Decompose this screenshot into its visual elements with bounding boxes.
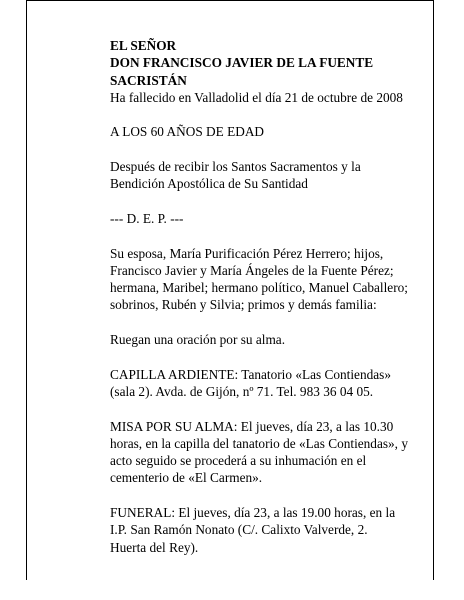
header-line-2: DON FRANCISCO JAVIER DE LA FUENTE bbox=[110, 55, 374, 71]
header-line-3: SACRISTÁN bbox=[110, 72, 187, 88]
chapel-line-1: CAPILLA ARDIENTE: Tanatorio «Las Contiendas» bbox=[110, 366, 391, 382]
funeral-line-1: FUNERAL: El jueves, día 23, a las 19.00 horas, en la bbox=[110, 505, 396, 521]
family-line-3: hermana, Maribel; hermano político, Manuel Caballero; bbox=[110, 280, 408, 296]
family-line-4: sobrinos, Rubén y Silvia; primos y demás familia: bbox=[110, 297, 377, 313]
obituary-text bbox=[110, 37, 430, 556]
chapel-line-2: (sala 2). Avda. de Gijón, nº 71. Tel. 983 36 04 05. bbox=[110, 383, 374, 399]
funeral-line-2: I.P. San Ramón Nonato (C/. Calixto Valverde, 2. bbox=[110, 522, 368, 538]
family-line-2: Francisco Javier y María Ángeles de la Fuente Pérez; bbox=[110, 262, 394, 278]
age-line: A LOS 60 AÑOS DE EDAD bbox=[110, 124, 265, 140]
mass-line-4: cementerio de «El Carmen». bbox=[110, 470, 263, 486]
deceased-line: Ha fallecido en Valladolid el día 21 de octubre de 2008 bbox=[110, 89, 403, 105]
sacraments-line-2: Bendición Apostólica de Su Santidad bbox=[110, 176, 308, 192]
prayer-line: Ruegan una oración por su alma. bbox=[110, 332, 286, 348]
dep-line: --- D. E. P. --- bbox=[110, 210, 184, 226]
sacraments-line-1: Después de recibir los Santos Sacramentos y la bbox=[110, 159, 361, 175]
mass-line-3: acto seguido se procederá a su inhumación en el bbox=[110, 453, 367, 469]
header-line-1: EL SEÑOR bbox=[110, 38, 177, 53]
family-line-1: Su esposa, María Purificación Pérez Herrero; hijos, bbox=[110, 245, 384, 261]
mass-line-2: horas, en la capilla del tanatorio de «Las Contiendas», y bbox=[110, 435, 408, 451]
funeral-line-3: Huerta del Rey). bbox=[110, 539, 199, 555]
mass-line-1: MISA POR SU ALMA: El jueves, día 23, a las 10.30 bbox=[110, 418, 394, 434]
